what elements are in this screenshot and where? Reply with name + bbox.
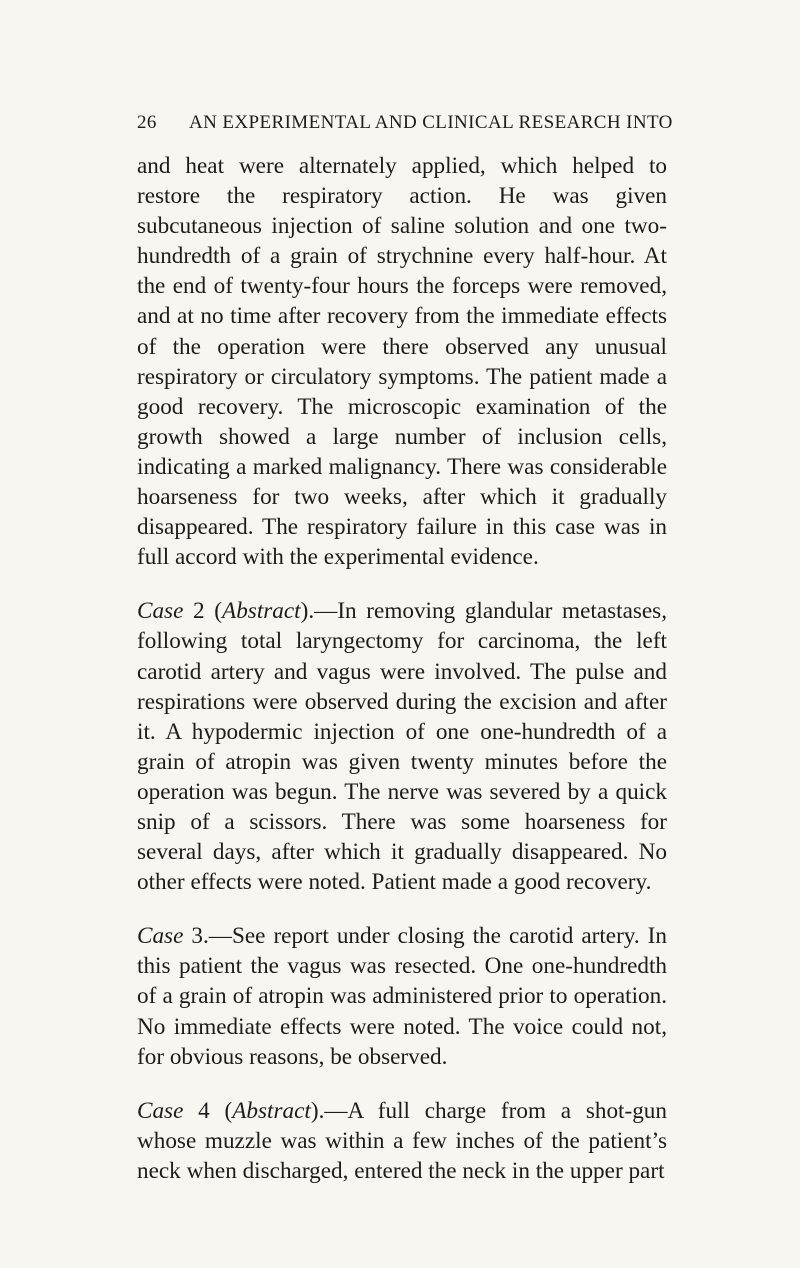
case-number: 2: [193, 598, 205, 625]
page-number: 26: [137, 112, 157, 133]
case-label: Case: [137, 598, 184, 625]
case-label: Case: [137, 923, 184, 950]
paragraph-case-3: [137, 921, 667, 1071]
running-head: [137, 112, 673, 134]
abstract-label: Abstract: [222, 598, 301, 625]
case-number: 4: [198, 1097, 210, 1124]
paragraph-case-2: Case 2 (Abstract).—In removing glandular metastases, following total laryngectomy for carcinoma, the left carotid artery and vagus were involved. The pulse and respirations were observed during the excision and after it. A hypodermic injection of one one-hundredth of a grain of atropin was given twenty minutes before the operation was begun. The nerve was severed by a quick snip of a scissors. There was some hoarseness for several days, after which it gradually disappeared. No other effects were noted. Patient made a good recovery.: [137, 598, 668, 896]
paragraph-case-4: Case 4 (Abstract).—A full charge from a shot-gun whose muzzle was within a few inches of the patient’s neck when discharged, entered the neck in the upper part: [137, 1097, 667, 1184]
paragraph-text: .—In removing glandular metastases, following total laryngectomy for carcinoma, the left carotid artery and vagus were involved. The pulse and respirations were observed during the excision and after it. A hypodermic injection of one one-hundredth of a grain of atropin was given twenty minutes before the operation was begun. The nerve was severed by a quick snip of a scissors. There was some hoarseness for several days, after which it gradually disappeared. No other effects were noted. Patient made a good recovery.: [137, 598, 668, 896]
paragraph-text: and heat were alternately applied, which helped to restore the respiratory action. He was given subcutaneous injection of saline solution and one two-hundredth of a grain of strychnine every half-hour. At the end of twenty-four hours the forceps were removed, and at no time after recovery from the immediate effects of the operation were there observed any unusual respiratory or circulatory symptoms. The patient made a good recovery. The microscopic examination of the growth showed a large number of inclusion cells, indicating a marked malignancy. There was considerable hoarseness for two weeks, after which it gradually disappeared. The respiratory failure in this case was in full accord with the experimental evidence.: [137, 153, 667, 571]
case-label: Case: [137, 1097, 184, 1124]
case-number: 3: [191, 923, 203, 950]
body-text: [137, 151, 667, 1186]
paragraph-text: .—See report under closing the carotid artery. In this patient the vagus was resected. One one-hundredth of a grain of atropin was administered prior to operation. No immediate effects were noted. The voice could not, for obvious reasons, be observed.: [137, 923, 668, 1070]
paragraph-continuation: [137, 151, 667, 572]
running-title: AN EXPERIMENTAL AND CLINICAL RESEARCH INTO: [189, 112, 673, 133]
paragraph-text: .—A full charge from a shot-gun whose muzzle was within a few inches of the patient’s neck when discharged, entered the neck in the upper part: [137, 1097, 667, 1184]
abstract-label: Abstract: [232, 1097, 311, 1124]
